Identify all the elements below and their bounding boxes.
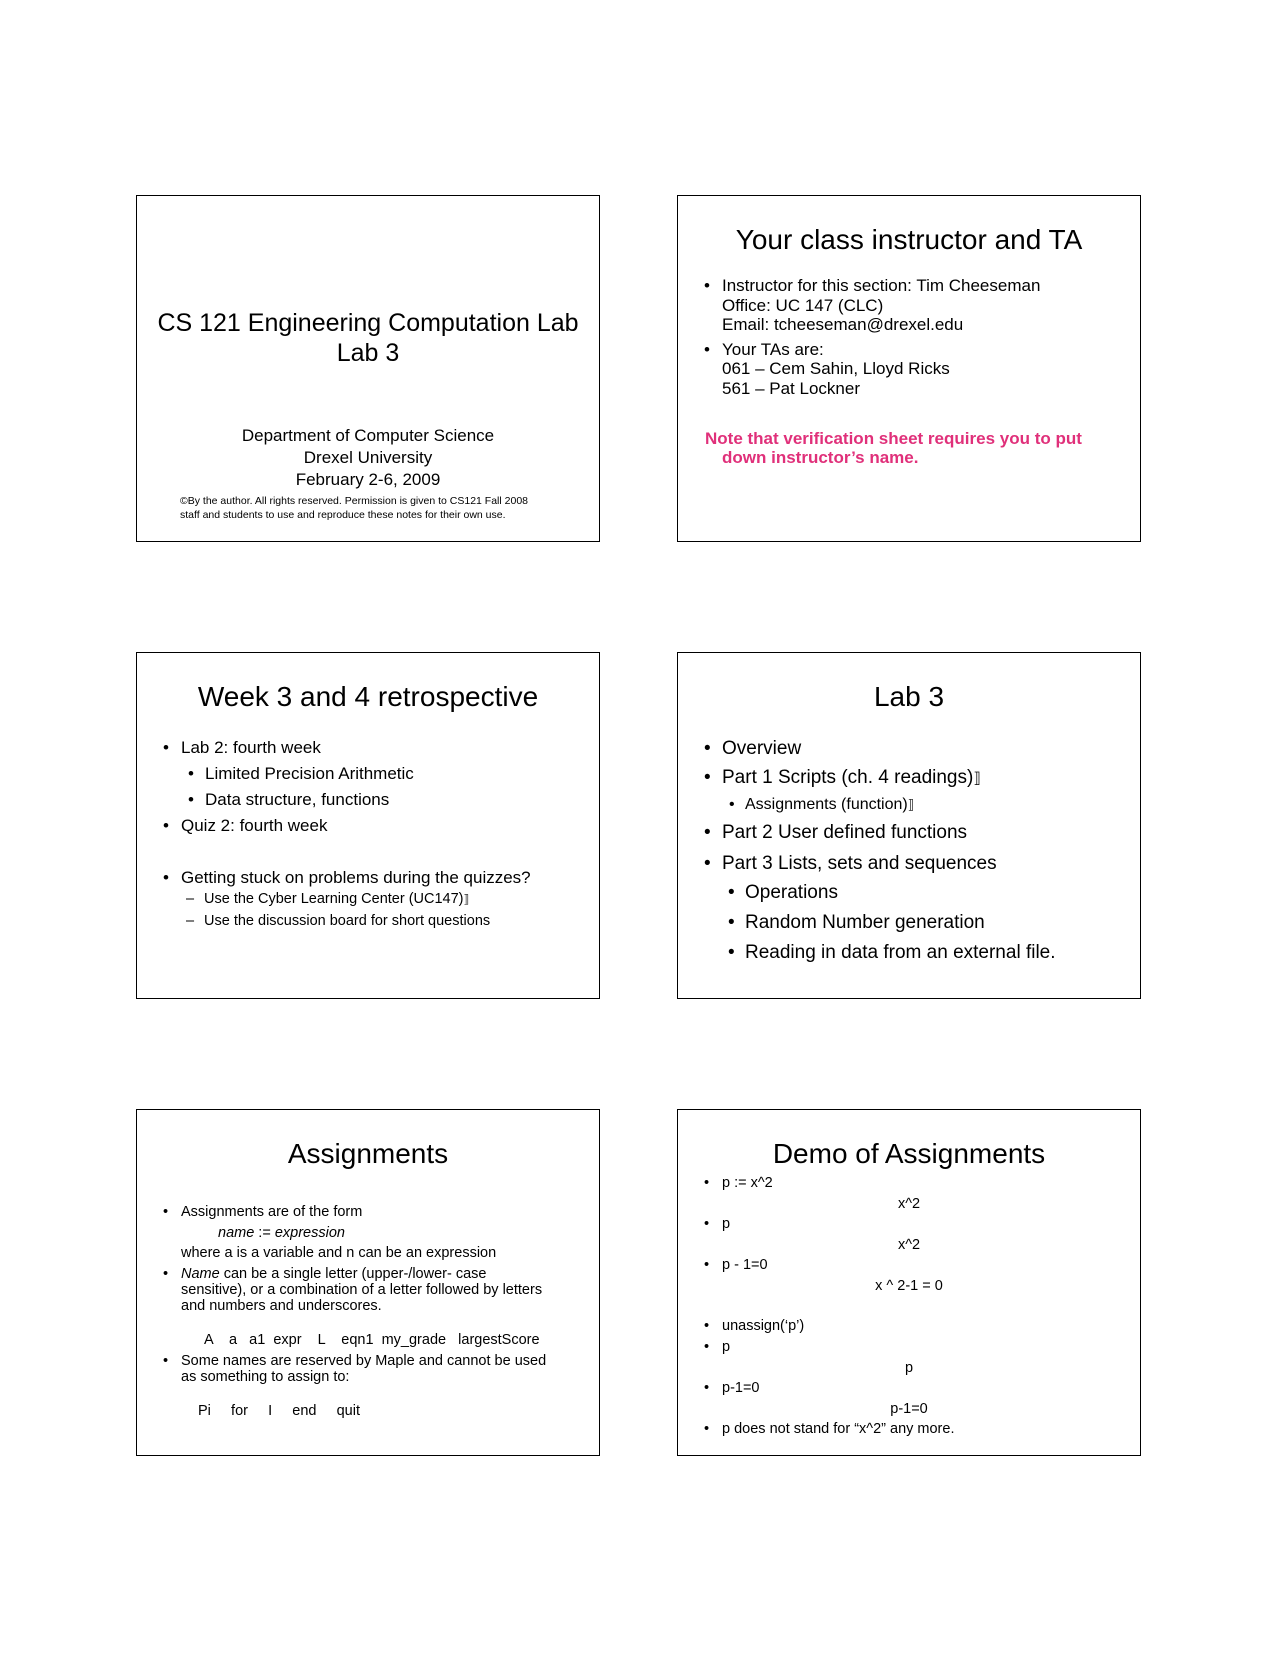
slide2-body: [704, 276, 1041, 398]
slide1-university: Drexel University: [303, 448, 433, 467]
bullet-dot: •: [704, 276, 710, 295]
slide6-title: Demo of Assignments: [772, 1138, 1046, 1169]
slide2-office: Office: UC 147 (CLC): [722, 295, 884, 315]
slide-instructor: [677, 195, 1141, 542]
slide5-where: where a is a variable and n can be an expression: [181, 1245, 497, 1261]
slide5-title: Assignments: [287, 1138, 449, 1169]
slide6-cmd3: • p - 1=0: [704, 1257, 768, 1273]
slide5-bullet-reserved: • Some names are reserved by Maple and cannot be used as something to assign to:: [163, 1353, 547, 1385]
slide1-title-line2: Lab 3: [336, 339, 400, 367]
slide-demo: [677, 1109, 1141, 1456]
slide1-copyright-line2: staff and students to use and reproduce these notes for their own use.: [180, 509, 506, 521]
slide5-bullet-form: • Assignments are of the form: [163, 1204, 363, 1220]
slide2-tas: Your TAs are:: [722, 339, 824, 359]
slide2-instructor: Instructor for this section: Tim Cheeseman: [722, 276, 1041, 295]
slide-title: [136, 195, 600, 542]
slide3-dash-board: – Use the discussion board for short questions: [186, 913, 491, 929]
slide2-ta1: 061 – Cem Sahin, Lloyd Ricks: [722, 359, 950, 378]
slide2-note-line2: down instructor’s name.: [722, 448, 919, 467]
slide1-copyright-line1: ©By the author. All rights reserved. Permission is given to CS121 Fall 2008: [180, 495, 528, 507]
slide6-out5: p: [904, 1360, 914, 1376]
slide5-reserved-words: Pi for I end quit: [198, 1403, 360, 1419]
slide3-bullet-stuck: • Getting stuck on problems during the quizzes?: [163, 868, 531, 887]
slide3-subbullet-precision: • Limited Precision Arithmetic: [188, 764, 414, 783]
slide6-cmd7: • p does not stand for “x^2” any more.: [704, 1421, 955, 1437]
slide1-dates: February 2-6, 2009: [295, 470, 441, 489]
slide3-bullet-quiz2: • Quiz 2: fourth week: [163, 816, 328, 835]
slide4-item-part1: • Part 1 Scripts (ch. 4 readings)⟧: [704, 767, 981, 788]
slide4-subitem-random: • Random Number generation: [728, 912, 985, 933]
slide3-subbullet-datastructure: • Data structure, functions: [188, 790, 390, 809]
slide6-out1: x^2: [897, 1196, 921, 1212]
slide-retrospective: [136, 652, 600, 999]
slide1-title-line1: CS 121 Engineering Computation Lab: [157, 309, 579, 337]
slide4-item-part2: • Part 2 User defined functions: [704, 822, 968, 843]
slide6-cmd1: • p := x^2: [704, 1175, 773, 1191]
bullet-dot: •: [704, 339, 710, 359]
slide5-examples: A a a1 expr L eqn1 my_grade largestScore: [204, 1332, 540, 1348]
slide3-dash-clc: – Use the Cyber Learning Center (UC147)⟧: [186, 891, 470, 907]
slide2-email: Email: tcheeseman@drexel.edu: [722, 315, 964, 334]
slide6-out6: p-1=0: [890, 1401, 928, 1417]
slide5-form-example: name := expression: [218, 1225, 345, 1241]
slide4-subitem-reading: • Reading in data from an external file.: [728, 942, 1056, 963]
slide4-item-part3: • Part 3 Lists, sets and sequences: [704, 853, 997, 874]
slide6-out3: x ^ 2-1 = 0: [875, 1278, 943, 1294]
slide1-department: Department of Computer Science: [241, 426, 495, 445]
slide6-out2: x^2: [897, 1237, 921, 1253]
slide2-ta2: 561 – Pat Lockner: [722, 378, 860, 398]
slide2-title: Your class instructor and TA: [735, 224, 1083, 255]
slide3-title: Week 3 and 4 retrospective: [197, 681, 539, 712]
slide5-bullet-name: • Name can be a single letter (upper-/lower- case sensitive), or a combination of a letter followed by letters and numbers and underscores.: [163, 1266, 543, 1314]
slide-assignments: [136, 1109, 600, 1456]
slide4-item-overview: • Overview: [704, 738, 802, 759]
slide4-title: Lab 3: [873, 681, 945, 712]
slide-lab3: [677, 652, 1141, 999]
slide6-cmd4: • unassign(‘p’): [704, 1318, 805, 1334]
slide3-bullet-lab2: • Lab 2: fourth week: [163, 738, 321, 757]
slide4-subitem-operations: • Operations: [728, 882, 838, 903]
slide2-note-line1: Note that verification sheet requires you to put: [705, 429, 1082, 448]
slide6-cmd5: • p: [704, 1339, 731, 1355]
slide6-cmd2: • p: [704, 1216, 731, 1232]
slide6-cmd6: • p-1=0: [704, 1380, 760, 1396]
slide4-subitem-assignments: • Assignments (function)⟧: [729, 796, 915, 813]
